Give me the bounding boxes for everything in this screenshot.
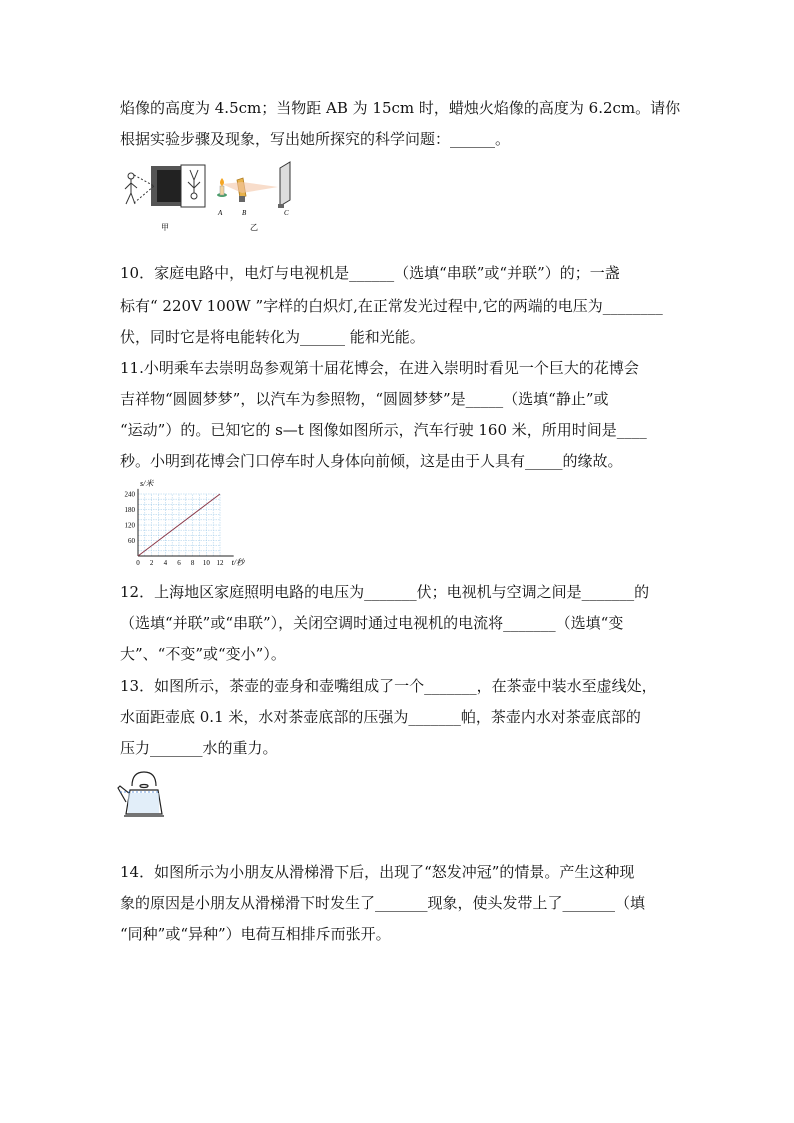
q13-line-2: 水面距壶底 0.1 米，水对茶壶底部的压强为_______帕，茶壶内水对茶壶底部的 (120, 708, 641, 726)
q12-line-2: （选填“并联”或“串联”），关闭空调时通过电视机的电流将_______（选填“变 (120, 614, 624, 632)
label-a: A (218, 209, 223, 217)
x-tick-label: 10 (202, 559, 210, 567)
y-tick-label: 120 (124, 521, 135, 530)
y-tick-label: 180 (124, 506, 135, 514)
q14-line-2: 象的原因是小朋友从滑梯滑下时发生了_______现象，使头发带上了_______（填 (120, 894, 646, 912)
x-tick-label: 12 (216, 559, 224, 567)
label-yi: 乙 (250, 223, 258, 232)
q14-line-1: 14．如图所示为小朋友从滑梯滑下后，出现了“怒发冲冠”的情景。产生这种现 (120, 863, 635, 881)
x-tick-label: 4 (163, 559, 168, 567)
y-tick-label: 60 (128, 537, 135, 545)
teapot-figure (116, 768, 172, 820)
y-tick-label: 240 (124, 490, 135, 499)
x-tick-label: 2 (149, 559, 154, 567)
x-tick-label: 8 (190, 559, 195, 567)
x-tick-label: 0 (136, 559, 140, 567)
pinhole-camera-figure (125, 165, 205, 232)
q11-line-2: 吉祥物“圆圆梦梦”，以汽车为参照物，“圆圆梦梦”是_____（选填“静止”或 (120, 390, 609, 408)
q14-line-3: “同种”或“异种”）电荷互相排斥而张开。 (120, 925, 391, 943)
x-axis-label: t/秒 (231, 558, 245, 567)
q10-line-1: 10．家庭电路中，电灯与电视机是______（选填“串联”或“并联”）的；一盏 (120, 264, 620, 282)
q12-line-3: 大”、“不变”或“变小”）。 (120, 645, 286, 663)
q13-line-3: 压力_______水的重力。 (120, 739, 278, 757)
q11-line-3: “运动”）的。已知它的 s—t 图像如图所示，汽车行驶 160 米，所用时间是____ (120, 421, 647, 439)
s-t-chart (116, 478, 256, 570)
x-tick-label: 6 (177, 559, 181, 567)
label-c: C (284, 209, 289, 217)
q11-line-1: 11.小明乘车去崇明岛参观第十届花博会，在进入崇明时看见一个巨大的花博会 (120, 359, 639, 377)
q11-line-4: 秒。小明到花博会门口停车时人身体向前倾，这是由于人具有_____的缘故。 (120, 452, 623, 470)
q9-line-2: 根据实验步骤及现象，写出她所探究的科学问题：______。 (120, 130, 511, 148)
optics-figure (118, 160, 308, 235)
label-b: B (242, 209, 247, 217)
y-axis-label: s/米 (140, 479, 154, 488)
q10-line-2: 标有“ 220V 100W ”字样的白炽灯,在正常发光过程中,它的两端的电压为________ (120, 297, 663, 315)
q9-line-1: 焰像的高度为 4.5cm；当物距 AB 为 15cm 时，蜡烛火焰像的高度为 6.2cm。请你 (120, 99, 681, 117)
q13-line-1: 13．如图所示，茶壶的壶身和壶嘴组成了一个_______，在茶壶中装水至虚线处， (120, 677, 657, 695)
label-jia: 甲 (161, 223, 169, 232)
q12-line-1: 12．上海地区家庭照明电路的电压为_______伏；电视机与空调之间是_______的 (120, 583, 650, 601)
q10-line-3: 伏，同时它是将电能转化为______ 能和光能。 (120, 328, 425, 346)
lens-experiment-figure (217, 162, 290, 232)
